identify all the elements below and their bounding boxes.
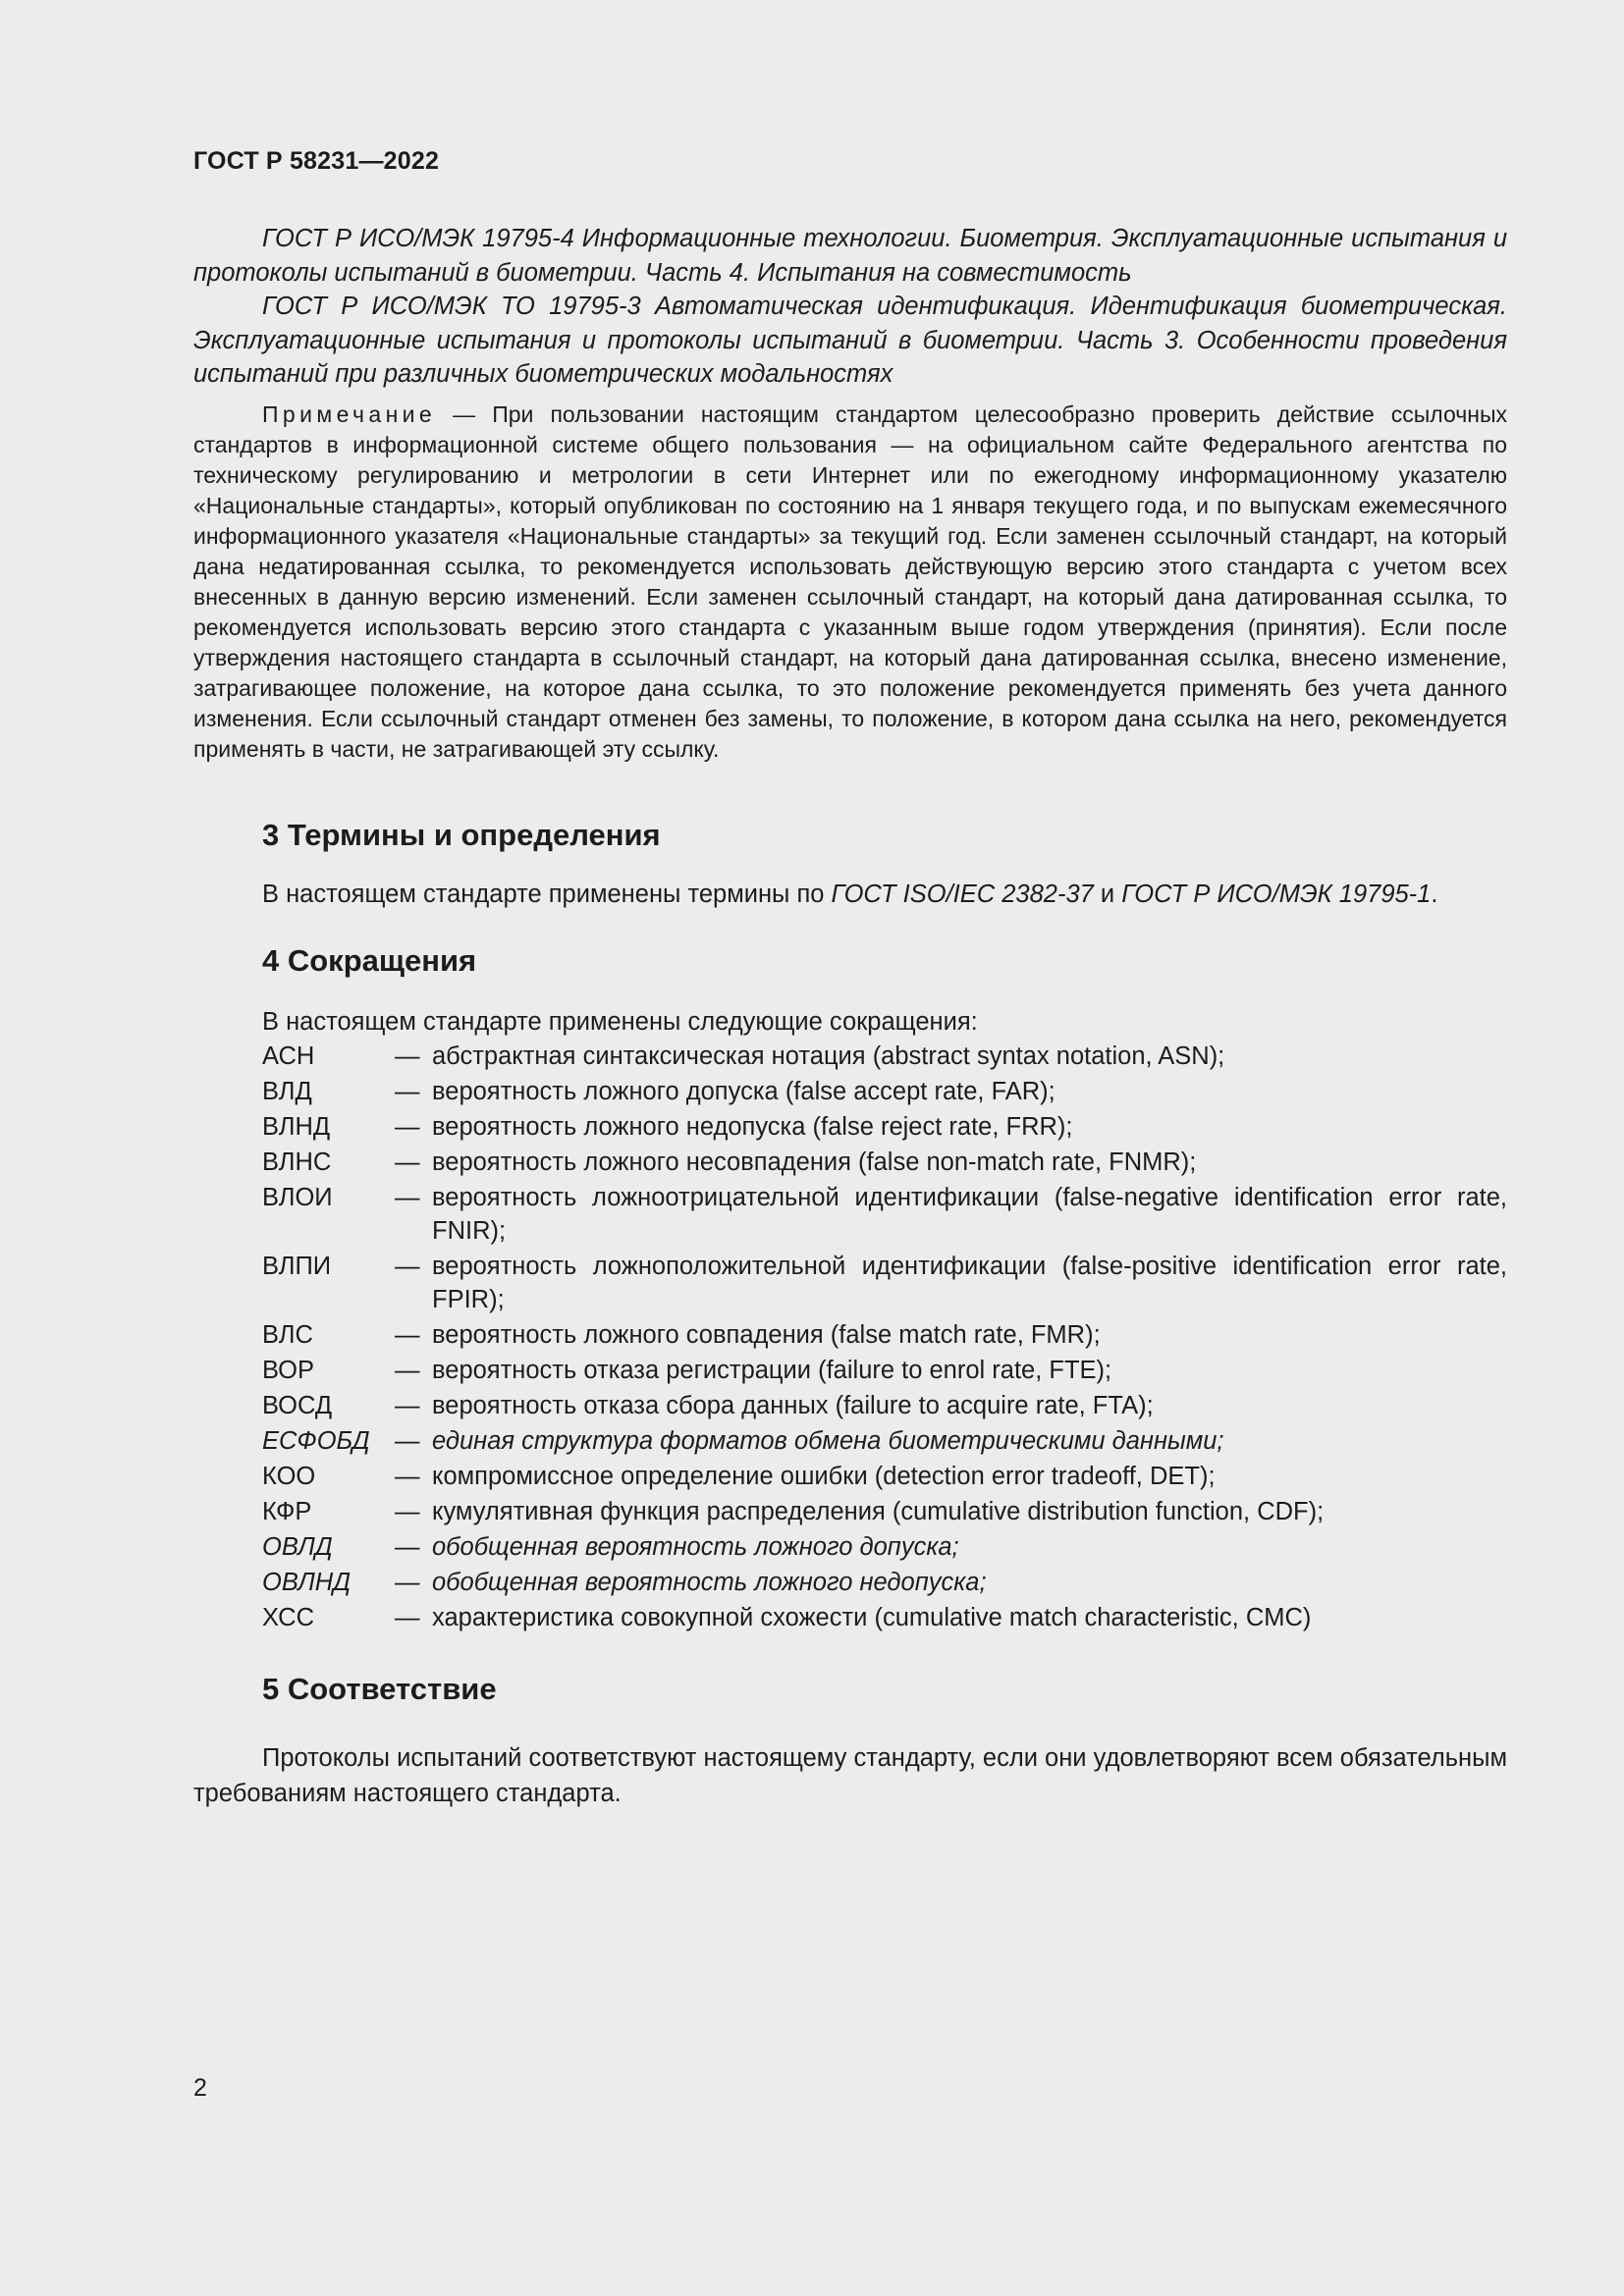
abbreviation-item: ВЛД — вероятность ложного допуска (false accept rate, FAR); bbox=[262, 1077, 1056, 1105]
abbreviation-item: АСН — абстрактная синтаксическая нотация (abstract syntax notation, ASN); bbox=[262, 1041, 1225, 1070]
abbreviation-item: ОВЛНД — обобщенная вероятность ложного недопуска; bbox=[262, 1568, 987, 1596]
abbreviation-item: ВОСД — вероятность отказа сбора данных (failure to acquire rate, FTA); bbox=[262, 1391, 1154, 1419]
abbreviation-item: ВЛНС — вероятность ложного несовпадения (false non-match rate, FNMR); bbox=[262, 1148, 1197, 1176]
abbreviation-item: ОВЛД — обобщенная вероятность ложного допуска; bbox=[262, 1532, 959, 1561]
section-3-text: В настоящем стандарте применены термины по ГОСТ ISO/IEC 2382-37 и ГОСТ Р ИСО/МЭК 19795-1. bbox=[262, 880, 1438, 908]
abbreviation-item: ВЛНД — вероятность ложного недопуска (false reject rate, FRR); bbox=[262, 1112, 1073, 1141]
reference-19795-4: ГОСТ Р ИСО/МЭК 19795-4 Информационные технологии. Биометрия. Эксплуатационные испытания и протоколы испытаний в биометрии. Часть 4. Испытания на совместимость bbox=[193, 225, 1507, 287]
section-5-title: 5 Соответствие bbox=[262, 1671, 497, 1706]
abbreviation-item: ЕСФОБД — единая структура форматов обмена биометрическими данными; bbox=[262, 1426, 1224, 1455]
section-3-ref-a: ГОСТ ISO/IEC 2382-37 bbox=[831, 880, 1094, 908]
abbreviation-list bbox=[193, 1040, 1507, 1634]
section-4-title: 4 Сокращения bbox=[262, 942, 477, 978]
document-body bbox=[193, 222, 1507, 1811]
section-5-text: Протоколы испытаний соответствуют настоящему стандарту, если они удовлетворяют всем обязательным требованиям настоящего стандарта. bbox=[193, 1743, 1507, 1807]
abbreviation-item: ВЛПИ — вероятность ложноположительной идентификации (false-positive identification error rate, FPIR); bbox=[262, 1252, 1507, 1313]
note-text: — При пользовании настоящим стандартом целесообразно проверить действие ссылочных стандартов в информационной системе общего пользования — на официальном сайте Федерального агентства по техническому регулированию и метрологии в сети Интернет или по ежегодному информационному указателю «Национальные стандарты», который опубликован по состоянию на 1 января текущего года, и по выпускам ежемесячного информационного указателя «Национальные стандарты» за текущий год. Если заменен ссылочный стандарт, на который дана недатированная ссылка, то рекомендуется использовать действующую версию этого стандарта с учетом всех внесенных в данную версию изменений. Если заменен ссылочный стандарт, на который дана датированная ссылка, то рекомендуется использовать версию этого стандарта с указанным выше годом утверждения (принятия). Если после утверждения настоящего стандарта в ссылочный стандарт, на который дана датированная ссылка, внесено изменение, затрагивающее положение, на которое дана ссылка, то это положение рекомендуется применять без учета данного изменения. Если ссылочный стандарт отменен без замены, то положение, в котором дана ссылка на него, рекомендуется применять в части, не затрагивающей эту ссылку. bbox=[193, 400, 1507, 762]
section-3-ref-b: ГОСТ Р ИСО/МЭК 19795-1 bbox=[1121, 880, 1432, 908]
document-header-id: ГОСТ Р 58231—2022 bbox=[193, 147, 440, 175]
section-3-title: 3 Термины и определения bbox=[262, 817, 661, 852]
note-label: Примечание bbox=[262, 400, 437, 427]
note-paragraph bbox=[193, 400, 1507, 765]
abbreviation-item: ВЛОИ — вероятность ложноотрицательной идентификации (false-negative identification error rate, FNIR); bbox=[262, 1183, 1507, 1245]
page-number: 2 bbox=[193, 2074, 207, 2102]
abbreviation-item: КФР — кумулятивная функция распределения (cumulative distribution function, CDF); bbox=[262, 1497, 1325, 1525]
reference-19795-3: ГОСТ Р ИСО/МЭК ТО 19795-3 Автоматическая идентификация. Идентификация биометрическая. Эксплуатационные испытания и протоколы испытаний в биометрии. Часть 3. Особенности проведения испытаний при различных биометрических модальностях bbox=[193, 293, 1507, 388]
abbreviation-item: ВЛС — вероятность ложного совпадения (false match rate, FMR); bbox=[262, 1320, 1101, 1349]
abbreviation-item: ХСС — характеристика совокупной схожести (cumulative match characteristic, CMC) bbox=[262, 1603, 1312, 1631]
section-4-intro: В настоящем стандарте применены следующие сокращения: bbox=[262, 1007, 978, 1036]
abbreviation-item: ВОР — вероятность отказа регистрации (failure to enrol rate, FTE); bbox=[262, 1356, 1112, 1384]
abbreviation-item: КОО — компромиссное определение ошибки (detection error tradeoff, DET); bbox=[262, 1462, 1216, 1490]
